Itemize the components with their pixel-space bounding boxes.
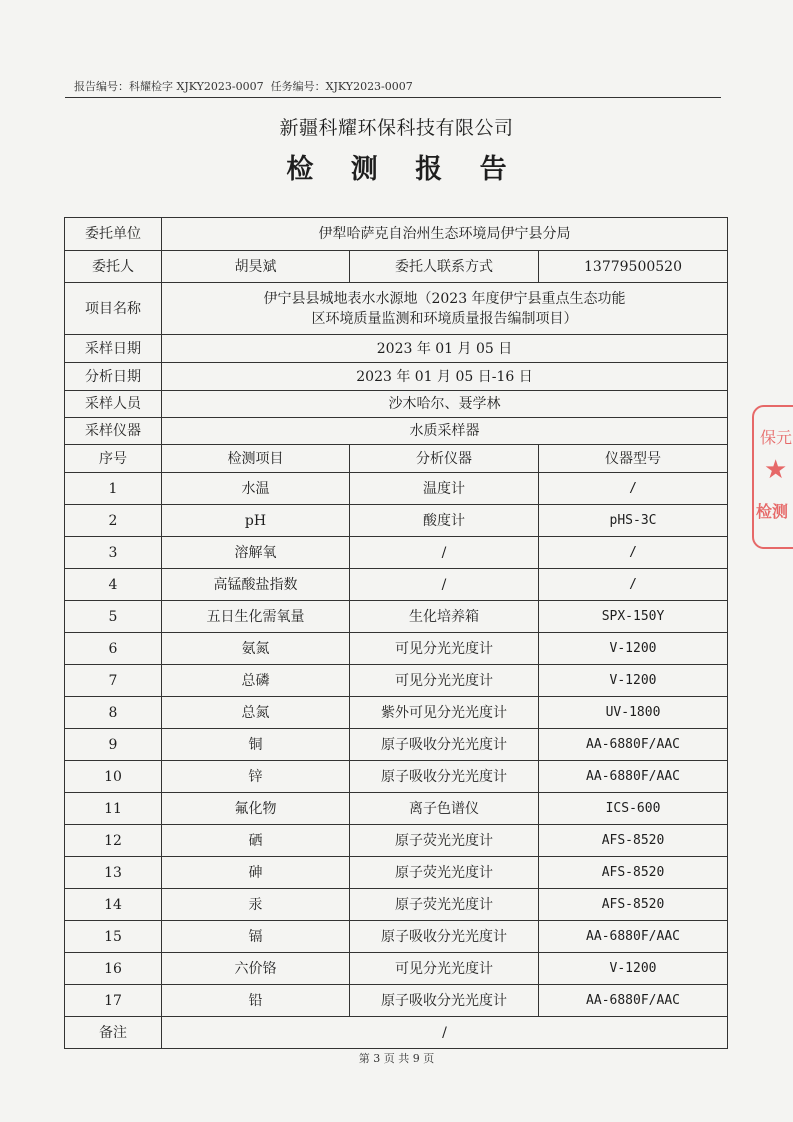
client-row <box>65 218 728 251</box>
remarks-label: 备注 <box>65 1017 162 1049</box>
table-row <box>65 537 728 569</box>
row-item: pH <box>162 505 350 537</box>
sampling-date-row <box>65 335 728 363</box>
row-instrument: 可见分光光度计 <box>350 665 539 697</box>
row-model: AFS-8520 <box>539 889 728 921</box>
project-line-1: 伊宁县县城地表水水源地（2023 年度伊宁县重点生态功能 <box>263 290 626 307</box>
report-table <box>64 217 728 1049</box>
row-no: 4 <box>65 569 162 601</box>
table-row <box>65 761 728 793</box>
row-item: 氟化物 <box>162 793 350 825</box>
row-no: 7 <box>65 665 162 697</box>
row-item: 镉 <box>162 921 350 953</box>
header-divider <box>65 97 721 98</box>
table-row <box>65 889 728 921</box>
column-header-row <box>65 445 728 473</box>
row-model: AA-6880F/AAC <box>539 921 728 953</box>
row-no: 6 <box>65 633 162 665</box>
column-header-model: 仪器型号 <box>539 445 728 473</box>
analysis-date-row <box>65 363 728 391</box>
row-instrument: 原子荧光光度计 <box>350 857 539 889</box>
column-header-no: 序号 <box>65 445 162 473</box>
row-item: 锌 <box>162 761 350 793</box>
row-item: 溶解氧 <box>162 537 350 569</box>
remarks-row <box>65 1017 728 1049</box>
row-model: ICS-600 <box>539 793 728 825</box>
row-model: V-1200 <box>539 953 728 985</box>
row-model: V-1200 <box>539 633 728 665</box>
row-model: AA-6880F/AAC <box>539 985 728 1017</box>
row-no: 8 <box>65 697 162 729</box>
row-model: AA-6880F/AAC <box>539 761 728 793</box>
table-row <box>65 697 728 729</box>
table-row <box>65 505 728 537</box>
column-header-instrument: 分析仪器 <box>350 445 539 473</box>
row-model: AFS-8520 <box>539 825 728 857</box>
row-no: 2 <box>65 505 162 537</box>
row-instrument: 酸度计 <box>350 505 539 537</box>
table-row <box>65 665 728 697</box>
row-no: 9 <box>65 729 162 761</box>
analysis-date-value: 2023 年 01 月 05 日-16 日 <box>162 363 728 391</box>
sampling-instrument-label: 采样仪器 <box>65 418 162 445</box>
contact-person-value: 胡昊斌 <box>162 251 350 283</box>
row-no: 10 <box>65 761 162 793</box>
row-no: 14 <box>65 889 162 921</box>
seal-text-top: 保元 <box>760 428 793 447</box>
row-instrument: / <box>350 537 539 569</box>
table-row <box>65 473 728 505</box>
sampler-label: 采样人员 <box>65 391 162 418</box>
row-item: 总磷 <box>162 665 350 697</box>
row-item: 六价铬 <box>162 953 350 985</box>
report-header <box>74 78 413 94</box>
row-model: / <box>539 473 728 505</box>
seal-text-bottom: 检测 <box>756 502 789 521</box>
row-item: 硒 <box>162 825 350 857</box>
row-instrument: 离子色谱仪 <box>350 793 539 825</box>
column-header-item: 检测项目 <box>162 445 350 473</box>
row-no: 13 <box>65 857 162 889</box>
row-no: 3 <box>65 537 162 569</box>
row-instrument: 原子吸收分光光度计 <box>350 921 539 953</box>
row-instrument: 紫外可见分光光度计 <box>350 697 539 729</box>
contact-person-label: 委托人 <box>65 251 162 283</box>
row-no: 5 <box>65 601 162 633</box>
table-row <box>65 633 728 665</box>
table-row <box>65 953 728 985</box>
row-no: 11 <box>65 793 162 825</box>
project-value <box>162 283 728 335</box>
task-no-value: XJKY2023-0007 <box>325 80 413 93</box>
contact-method-label: 委托人联系方式 <box>350 251 539 283</box>
page-number: 第 3 页 共 9 页 <box>358 1052 435 1065</box>
analysis-date-label: 分析日期 <box>65 363 162 391</box>
contact-row <box>65 251 728 283</box>
row-instrument: 原子吸收分光光度计 <box>350 985 539 1017</box>
row-instrument: 可见分光光度计 <box>350 633 539 665</box>
row-instrument: 原子荧光光度计 <box>350 825 539 857</box>
row-model: AA-6880F/AAC <box>539 729 728 761</box>
row-no: 1 <box>65 473 162 505</box>
row-instrument: 生化培养箱 <box>350 601 539 633</box>
project-line-2: 区环境质量监测和环境质量报告编制项目） <box>311 310 578 327</box>
row-instrument: 原子吸收分光光度计 <box>350 761 539 793</box>
row-model: UV-1800 <box>539 697 728 729</box>
table-row <box>65 921 728 953</box>
report-no-value: 科耀检字 XJKY2023-0007 <box>129 80 264 93</box>
star-icon: ★ <box>764 455 788 485</box>
company-name: 新疆科耀环保科技有限公司 <box>279 117 514 139</box>
report-title: 检 测 报 告 <box>286 154 521 185</box>
row-no: 12 <box>65 825 162 857</box>
row-item: 五日生化需氧量 <box>162 601 350 633</box>
table-row <box>65 857 728 889</box>
row-item: 铅 <box>162 985 350 1017</box>
row-instrument: 原子吸收分光光度计 <box>350 729 539 761</box>
row-item: 汞 <box>162 889 350 921</box>
seal-stamp <box>752 405 793 549</box>
row-model: SPX-150Y <box>539 601 728 633</box>
row-item: 砷 <box>162 857 350 889</box>
remarks-value: / <box>162 1017 728 1049</box>
row-instrument: 原子荧光光度计 <box>350 889 539 921</box>
task-no-label: 任务编号： <box>270 80 326 93</box>
table-row <box>65 729 728 761</box>
project-label: 项目名称 <box>65 283 162 335</box>
row-model: / <box>539 537 728 569</box>
client-value: 伊犁哈萨克自治州生态环境局伊宁县分局 <box>162 218 728 251</box>
row-item: 高锰酸盐指数 <box>162 569 350 601</box>
row-item: 氨氮 <box>162 633 350 665</box>
sampling-date-label: 采样日期 <box>65 335 162 363</box>
contact-method-value: 13779500520 <box>539 251 728 283</box>
sampling-instrument-row <box>65 418 728 445</box>
sampling-instrument-value: 水质采样器 <box>162 418 728 445</box>
row-no: 16 <box>65 953 162 985</box>
table-row <box>65 601 728 633</box>
row-model: pHS-3C <box>539 505 728 537</box>
row-item: 水温 <box>162 473 350 505</box>
report-no-label: 报告编号： <box>74 80 129 93</box>
sampling-date-value: 2023 年 01 月 05 日 <box>162 335 728 363</box>
row-no: 15 <box>65 921 162 953</box>
client-label: 委托单位 <box>65 218 162 251</box>
row-instrument: 温度计 <box>350 473 539 505</box>
row-model: AFS-8520 <box>539 857 728 889</box>
row-instrument: / <box>350 569 539 601</box>
row-item: 铜 <box>162 729 350 761</box>
row-model: V-1200 <box>539 665 728 697</box>
sampler-row <box>65 391 728 418</box>
row-instrument: 可见分光光度计 <box>350 953 539 985</box>
table-row <box>65 825 728 857</box>
project-row <box>65 283 728 335</box>
row-no: 17 <box>65 985 162 1017</box>
table-row <box>65 569 728 601</box>
table-row <box>65 793 728 825</box>
sampler-value: 沙木哈尔、聂学林 <box>162 391 728 418</box>
row-model: / <box>539 569 728 601</box>
row-item: 总氮 <box>162 697 350 729</box>
table-row <box>65 985 728 1017</box>
